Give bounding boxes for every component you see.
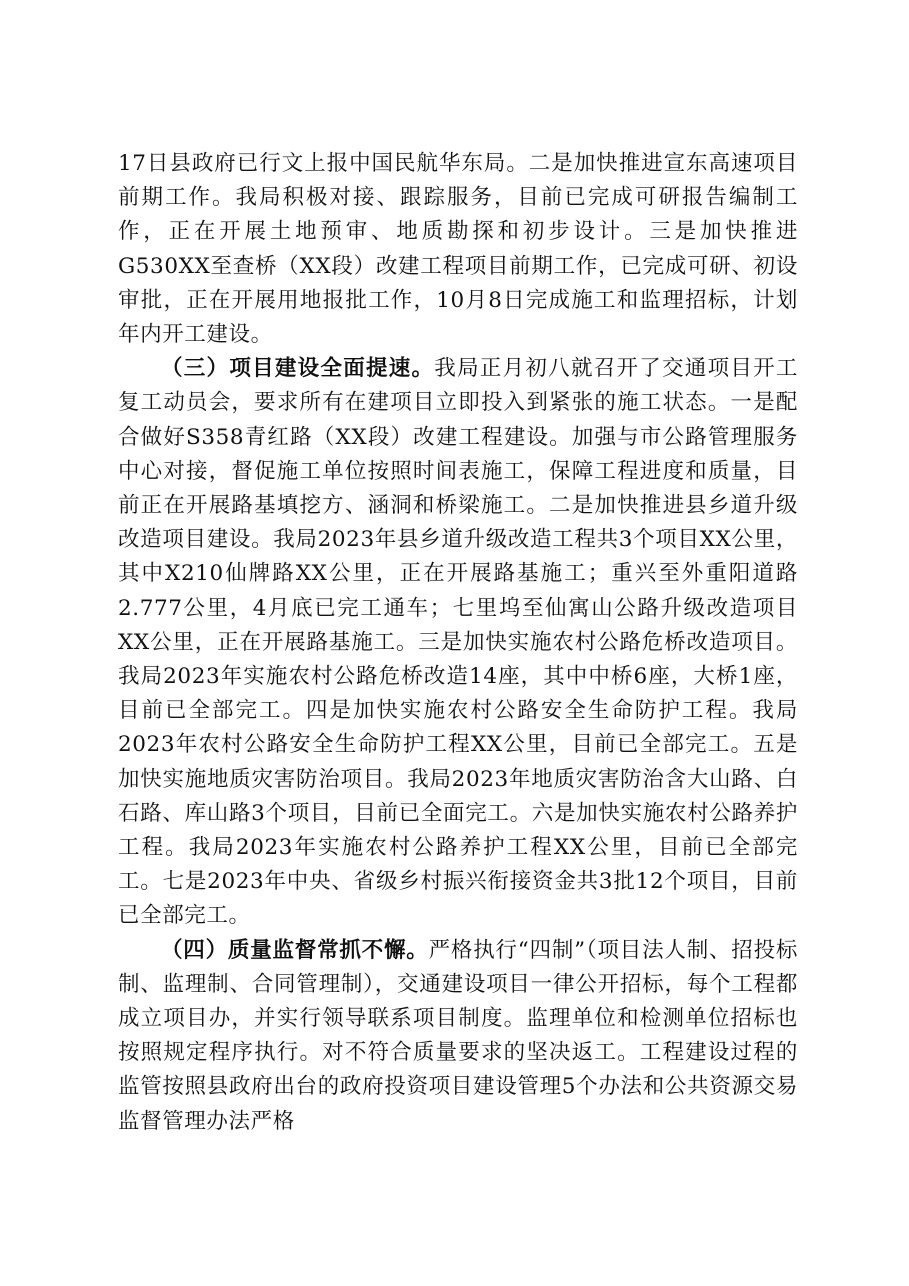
paragraph-text: 17日县政府已行文上报中国民航华东局。二是加快推进宣东高速项目前期工作。我局积极对接、跟踪服务，目前已完成可研报告编制工作，正在开展土地预审、地质勘探和初步设计。三是加快推进G530XX至查桥（XX段）改建工程项目前期工作，已完成可研、初设审批，正在开展用地报批工作，10月8日完成施工和监理招标，计划年内开工建设。 (118, 151, 798, 348)
document-body (118, 147, 798, 1139)
paragraph-section-4 (118, 934, 798, 1139)
paragraph-text: 严格执行“四制”（项目法人制、招投标制、监理制、合同管理制），交通建设项目一律公开招标，每个工程都成立项目办，并实行领导联系项目制度。监理单位和检测单位招标也按照规定程序执行。对不符合质量要求的坚决返工。工程建设过程的监管按照县政府出台的政府投资项目建设管理5个办法和公共资源交易监督管理办法严格 (118, 937, 798, 1134)
section-heading: （四）质量监督常抓不懈。 (161, 937, 429, 963)
paragraph-section-3 (118, 352, 798, 933)
paragraph-continuation (118, 147, 798, 352)
section-heading: （三）项目建设全面提速。 (161, 356, 435, 382)
paragraph-text: 我局正月初八就召开了交通项目开工复工动员会，要求所有在建项目立即投入到紧张的施工状态。一是配合做好S358青红路（XX段）改建工程建设。加强与市公路管理服务中心对接，督促施工单位按照时间表施工，保障工程进度和质量，目前正在开展路基填挖方、涵洞和桥梁施工。二是加快推进县乡道升级改造项目建设。我局2023年县乡道升级改造工程共3个项目XX公里，其中X210仙牌路XX公里，正在开展路基施工；重兴至外重阳道路2.777公里，4月底已完工通车；七里坞至仙寓山公路升级改造项目XX公里，正在开展路基施工。三是加快实施农村公路危桥改造项目。我局2023年实施农村公路危桥改造14座，其中中桥6座，大桥1座，目前已全部完工。四是加快实施农村公路安全生命防护工程。我局2023年农村公路安全生命防护工程XX公里，目前已全部完工。五是加快实施地质灾害防治项目。我局2023年地质灾害防治含大山路、白石路、库山路3个项目，目前已全面完工。六是加快实施农村公路养护工程。我局2023年实施农村公路养护工程XX公里，目前已全部完工。七是2023年中央、省级乡村振兴衔接资金共3批12个项目，目前已全部完工。 (118, 356, 799, 929)
